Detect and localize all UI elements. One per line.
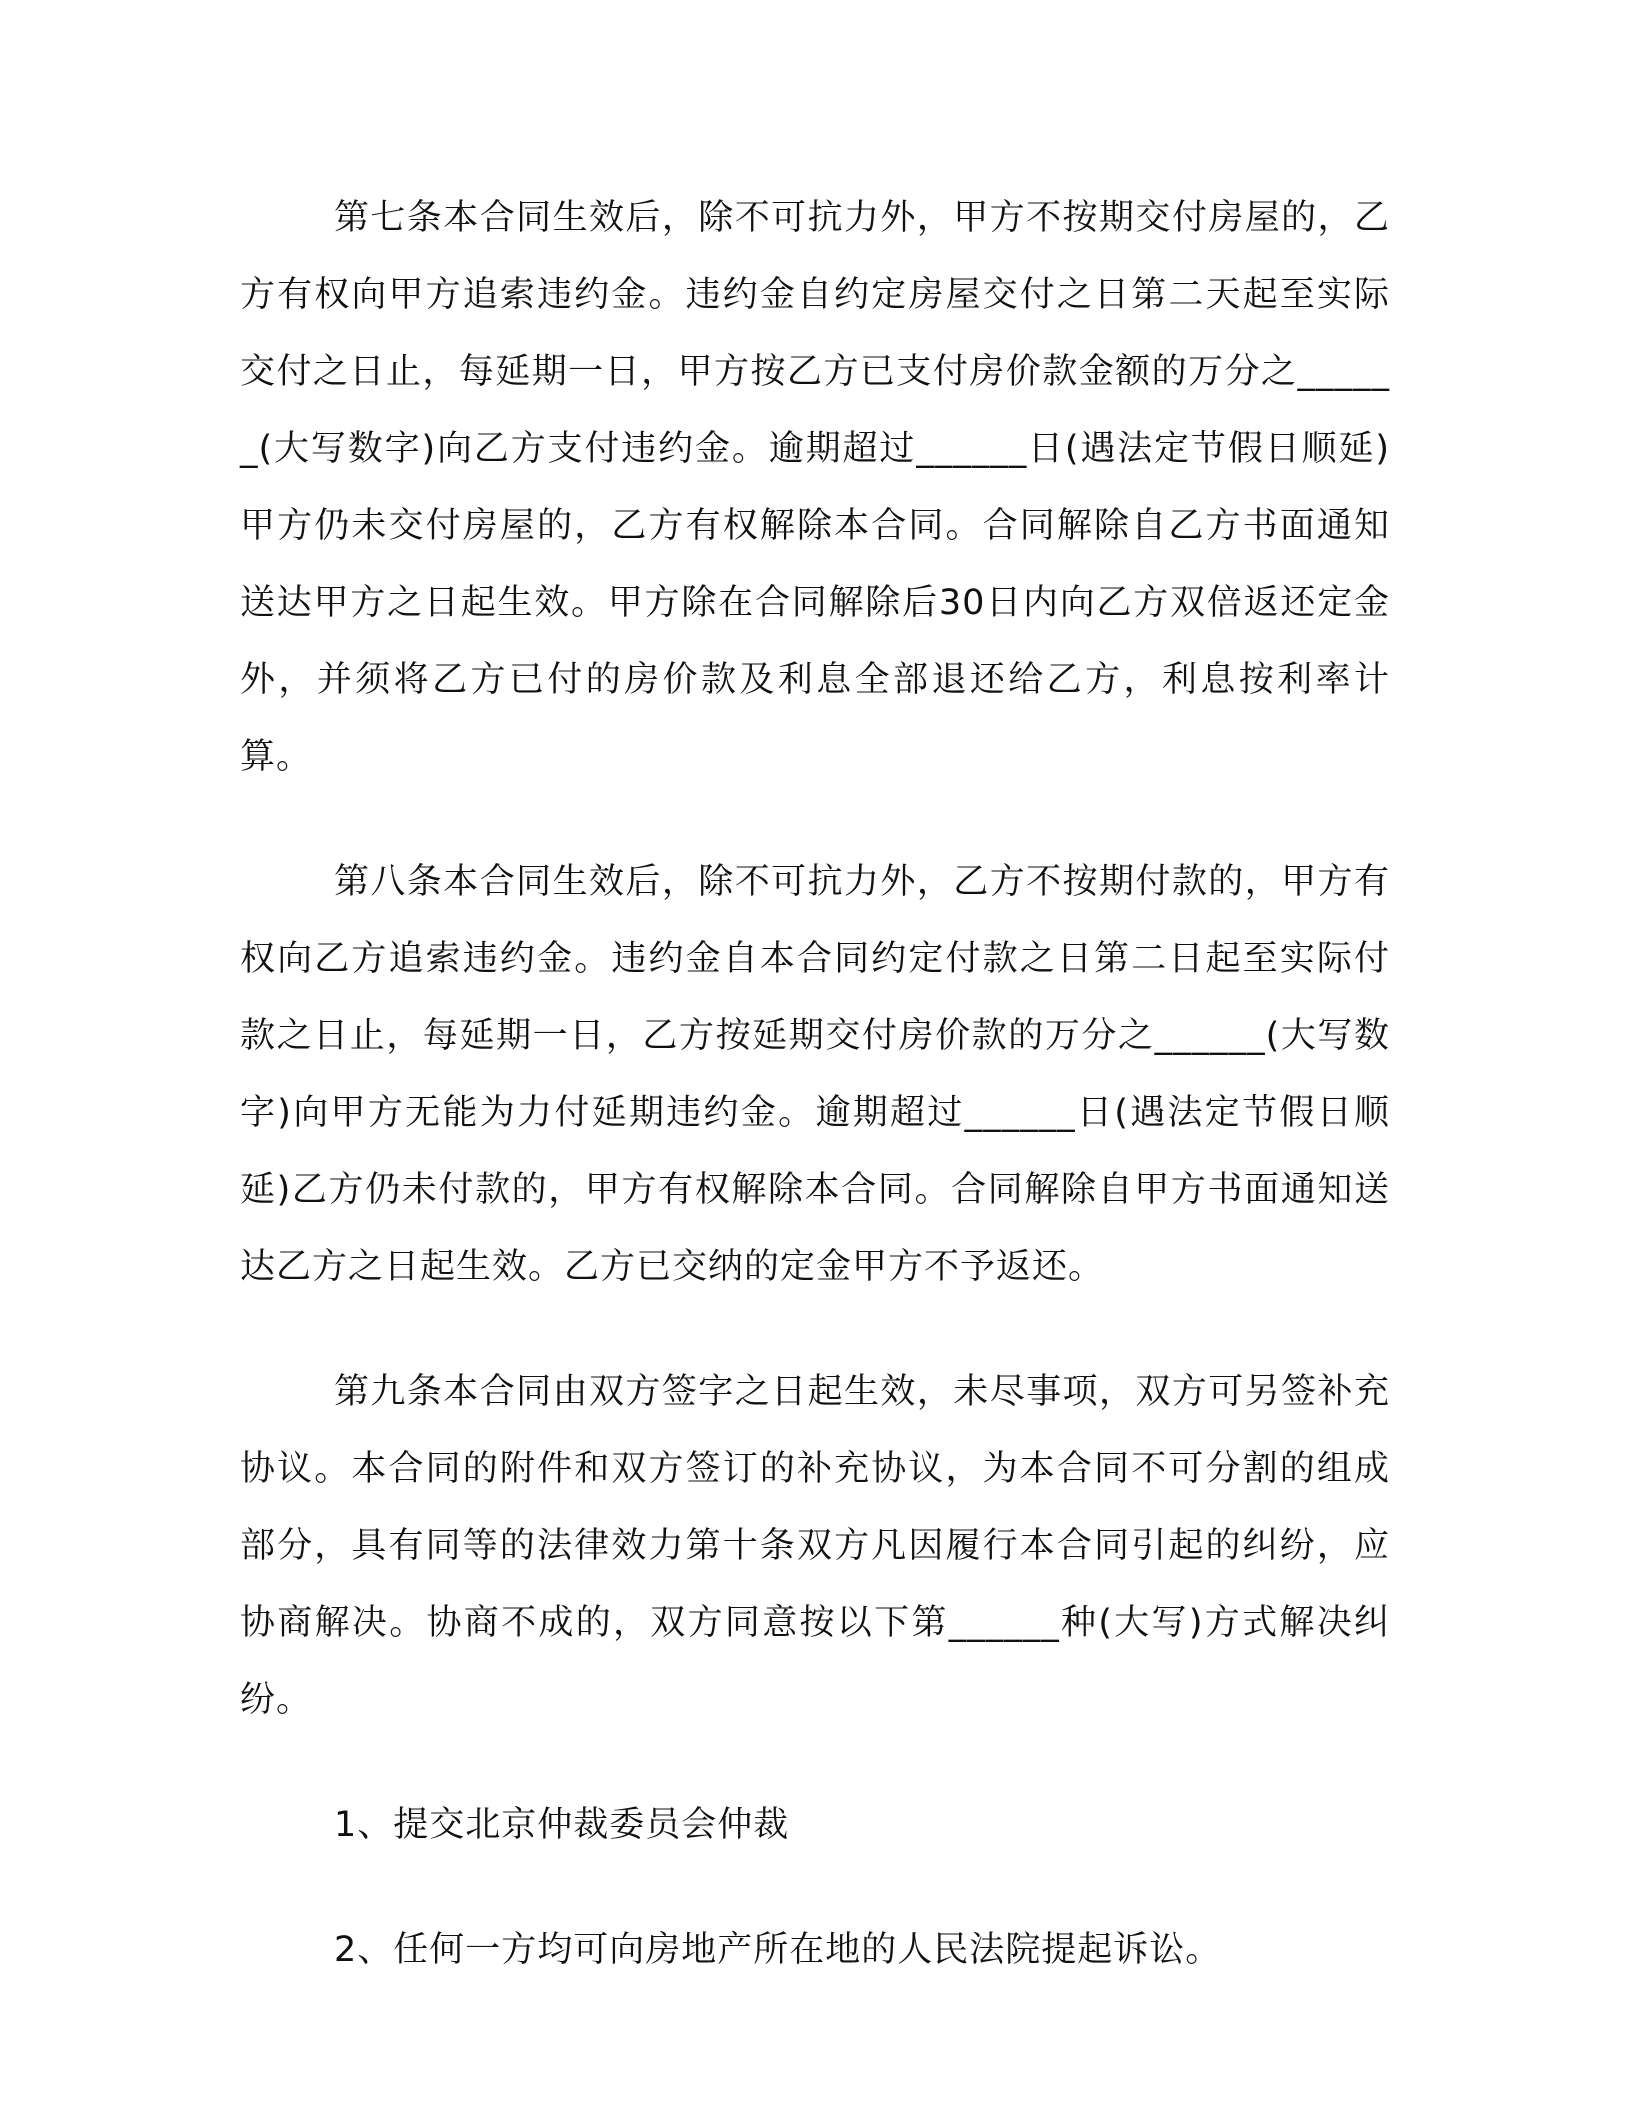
article-7-paragraph: 第七条本合同生效后，除不可抗力外，甲方不按期交付房屋的，乙方有权向甲方追索违约金。违约金自约定房屋交付之日第二天起至实际交付之日止，每延期一日，甲方按乙方已支付房价款金额的万分之______(大写数字)向乙方支付违约金。逾期超过______日(遇法定节假日顺延)甲方仍未交付房屋的，乙方有权解除本合同。合同解除自乙方书面通知送达甲方之日起生效。甲方除在合同解除后30日内向乙方双倍返还定金外，并须将乙方已付的房价款及利息全部退还给乙方，利息按利率计算。 bbox=[240, 198, 1390, 777]
dispute-option-1: 1、提交北京仲裁委员会仲裁 bbox=[334, 1805, 790, 1845]
document-page bbox=[240, 180, 1390, 2037]
dispute-option-2: 2、任何一方均可向房地产所在地的人民法院提起诉讼。 bbox=[334, 1930, 1222, 1970]
article-9-paragraph: 第九条本合同由双方签字之日起生效，未尽事项，双方可另签补充协议。本合同的附件和双方签订的补充协议，为本合同不可分割的组成部分，具有同等的法律效力第十条双方凡因履行本合同引起的纠纷，应协商解决。协商不成的，双方同意按以下第______种(大写)方式解决纠纷。 bbox=[240, 1372, 1390, 1720]
article-8-paragraph: 第八条本合同生效后，除不可抗力外，乙方不按期付款的，甲方有权向乙方追索违约金。违约金自本合同约定付款之日第二日起至实际付款之日止，每延期一日，乙方按延期交付房价款的万分之______(大写数字)向甲方无能为力付延期违约金。逾期超过______日(遇法定节假日顺延)乙方仍未付款的，甲方有权解除本合同。合同解除自甲方书面通知送达乙方之日起生效。乙方已交纳的定金甲方不予返还。 bbox=[240, 862, 1390, 1287]
